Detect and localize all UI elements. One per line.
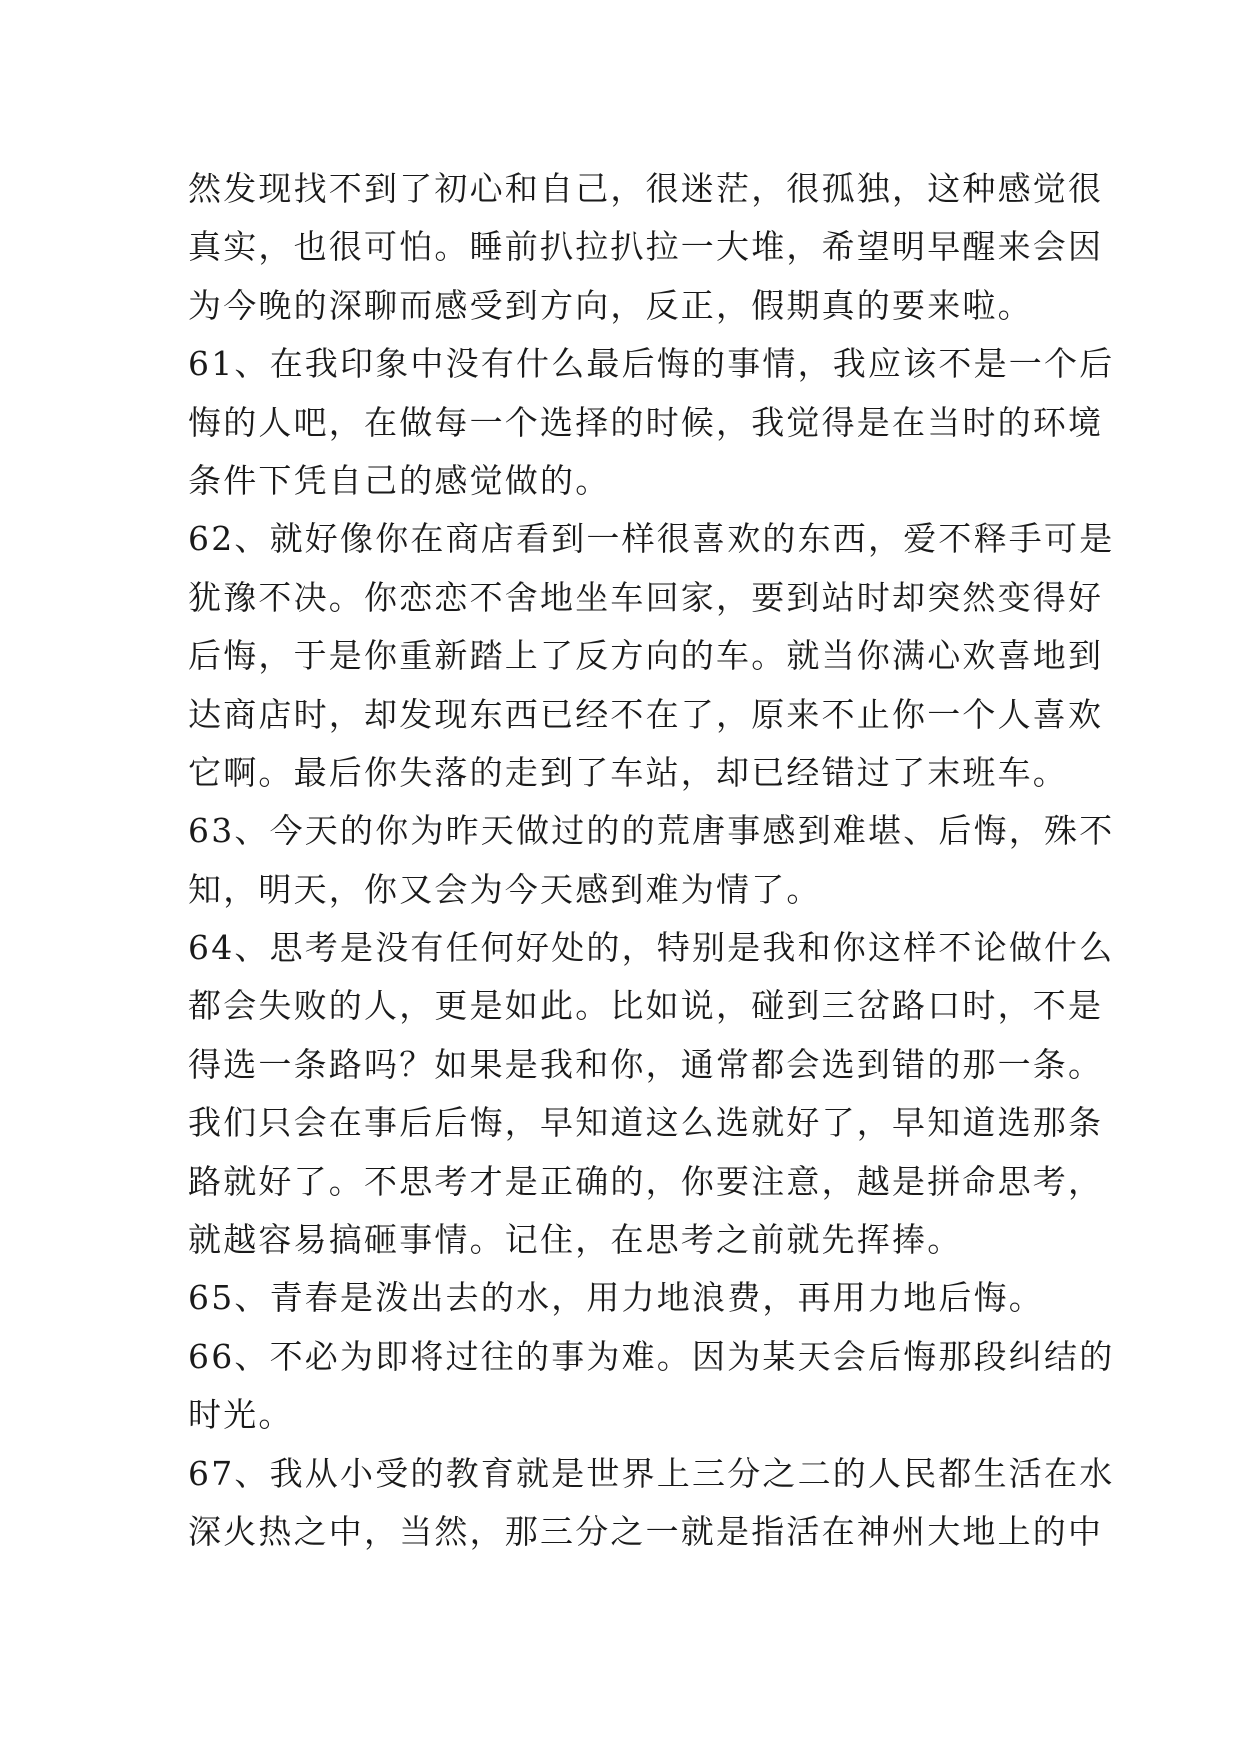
text-line: 条件下凭自己的感觉做的。 <box>188 460 611 500</box>
text-line: 63、今天的你为昨天做过的的荒唐事感到难堪、后悔，殊不 <box>188 811 1115 851</box>
text-line: 路就好了。不思考才是正确的，你要注意，越是拼命思考， <box>188 1161 1104 1201</box>
text-line: 就越容易搞砸事情。记住，在思考之前就先挥捧。 <box>188 1220 963 1260</box>
text-line: 都会失败的人，更是如此。比如说，碰到三岔路口时，不是 <box>188 986 1104 1026</box>
text-line: 66、不必为即将过往的事为难。因为某天会后悔那段纠结的 <box>188 1336 1115 1376</box>
text-line: 它啊。最后你失落的走到了车站，却已经错过了末班车。 <box>188 752 1068 792</box>
text-line: 67、我从小受的教育就是世界上三分之二的人民都生活在水 <box>188 1453 1115 1493</box>
text-line: 然发现找不到了初心和自己，很迷茫，很孤独，这种感觉很 <box>188 169 1104 208</box>
text-line: 62、就好像你在商店看到一样很喜欢的东西，爱不释手可是 <box>188 519 1115 559</box>
text-line: 悔的人吧，在做每一个选择的时候，我觉得是在当时的环境 <box>188 402 1104 442</box>
text-line: 知，明天，你又会为今天感到难为情了。 <box>188 869 822 909</box>
text-line: 达商店时，却发现东西已经不在了，原来不止你一个人喜欢 <box>188 694 1104 734</box>
text-line: 时光。 <box>188 1395 294 1435</box>
text-line: 后悔，于是你重新踏上了反方向的车。就当你满心欢喜地到 <box>188 636 1104 676</box>
text-line: 深火热之中，当然，那三分之一就是指活在神州大地上的中 <box>188 1511 1104 1551</box>
text-line: 64、思考是没有任何好处的，特别是我和你这样不论做什么 <box>188 928 1115 968</box>
text-line: 真实，也很可怕。睡前扒拉扒拉一大堆，希望明早醒来会因 <box>188 227 1104 267</box>
text-line: 为今晚的深聊而感受到方向，反正，假期真的要来啦。 <box>188 285 1033 325</box>
text-line: 65、青春是泼出去的水，用力地浪费，再用力地后悔。 <box>188 1278 1044 1318</box>
body-text <box>188 160 1115 1561</box>
text-line: 我们只会在事后后悔，早知道这么选就好了，早知道选那条 <box>188 1103 1104 1143</box>
text-line: 犹豫不决。你恋恋不舍地坐车回家，要到站时却突然变得好 <box>188 577 1104 617</box>
text-line: 61、在我印象中没有什么最后悔的事情，我应该不是一个后 <box>188 344 1115 384</box>
text-line: 得选一条路吗？如果是我和你，通常都会选到错的那一条。 <box>188 1044 1104 1084</box>
